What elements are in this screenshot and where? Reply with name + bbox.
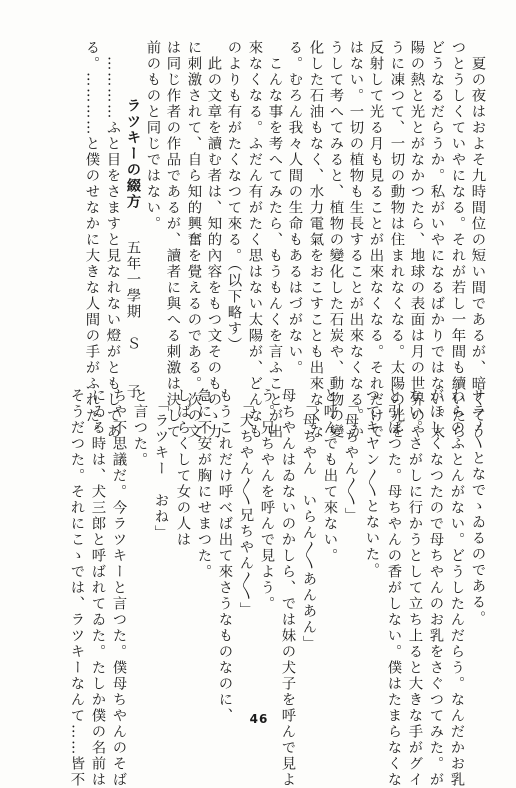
- upper-text-column: つとうしくていやになる。それが若し一年間も續いたら: [449, 40, 466, 440]
- story-byline: 五年一學期 Ｓ 子: [124, 240, 141, 400]
- lower-text-column: と言つた。: [131, 388, 148, 468]
- lower-text-column: がほしくなつたので母ちやんのお乳をさぐつてみた。が: [427, 388, 444, 788]
- lower-text-column: わらのふとんがない。どうしたんだらう。なんだかお乳: [448, 388, 465, 788]
- upper-text-column: どうなるだらうか。私がいやになるばかりではない。太: [428, 40, 445, 440]
- lower-text-column: ちや不思議だ。今ラツキーと言つた。僕母ちやんのそば: [110, 388, 127, 788]
- upper-text-column: 夏の夜はおよそ九時間位の短い間であるが、暗くてう: [469, 40, 486, 440]
- upper-text-column: 前のものと同じではない。: [144, 40, 161, 232]
- lower-text-column: 「母ちやん いらん〳〵あんあん」: [300, 388, 317, 652]
- lower-text-column: もうこれだけ呼べば出て來さうなものなのに、: [216, 388, 233, 724]
- lower-text-column: にゐる時は、犬三郎と呼ばれてゐた。たしか僕の名前は: [89, 388, 106, 788]
- lower-text-column: しばらくして女の人は: [174, 388, 191, 548]
- lower-text-column: 「母ちやん〳〵」: [342, 388, 359, 524]
- lower-text-column: 急に不安が胸にせまつた。: [195, 388, 212, 580]
- lower-text-column: 母ちやんはゐないのかしら、では妹の犬子を呼んで見よ: [279, 388, 296, 788]
- upper-text-column: 化した石油もなく、水力電氣をおこすことも出來なくな: [307, 40, 324, 440]
- lower-text-column: そうだつた。それにこゝでは、ラツキーなんて……皆不: [68, 388, 85, 788]
- upper-text-column: 陽の熱と光とがなかつたら、地球の表面は月の世界のや: [408, 40, 425, 440]
- lower-text-column: つてキヤン〳〵とないた。: [363, 388, 380, 579]
- upper-text-column: はない。一切の植物も生長することが出來なくなる。か: [347, 40, 364, 440]
- page-number: 46: [249, 712, 269, 726]
- lower-text-column: 「犬ちやん〳〵兄ちやん〳〵」: [237, 388, 254, 618]
- upper-text-column: うに凍つて、一切の動物は住まれなくなる。太陽の光を: [388, 40, 405, 440]
- upper-story-column: …………ふと目をさますと見なれない燈がともしてあ: [104, 40, 121, 440]
- lower-text-column: う。兄ちやんを呼んで見よう。: [258, 388, 275, 612]
- lower-text-column: サラ〳〵となでゝゐるのである。: [469, 388, 486, 627]
- upper-text-column: うして考へてみると、植物の變化した石炭や、動物の變: [327, 40, 344, 440]
- upper-story-column: る。…………と僕のせなかに大きな人間の手がふれた。: [83, 40, 100, 440]
- lower-text-column: ない。さがしに行かうとして立ち上ると大きな手がグイ: [406, 388, 423, 788]
- upper-text-column: 來なくなる。ふだん有がたく思はない太陽が、どんなも: [246, 40, 263, 440]
- upper-text-column: に刺激されて、自ら知的興奮を覺えるのである。次の文: [185, 40, 202, 440]
- lower-text-column: と引ぱつた。母ちやんの香がしない。僕はたまらなくな: [385, 388, 402, 788]
- upper-text-column: 反射して光る月も見ることが出來なくなる。それだけで: [367, 40, 384, 440]
- story-title: ラツキーの綴方: [124, 98, 142, 210]
- lower-text-column: 「ラツキー おね」: [152, 388, 169, 541]
- upper-text-column: る。むろん我々人間の生命もあるはづがない。: [286, 40, 303, 376]
- upper-text-column: のよりも有がたくなつて來る。（以下略す）: [225, 40, 242, 353]
- upper-text-column: こんな事を考へてみたら、もうもんくを言ふことが出: [266, 40, 283, 440]
- lower-text-column: と呼んでも出て來ない。: [321, 388, 338, 564]
- upper-text-column: は同じ作者の作品であるが、讀者に與へる刺激は決して: [164, 40, 181, 440]
- upper-text-column: 此の文章を讀む者は、知的內容をもつ文そのものゝ力: [205, 40, 222, 440]
